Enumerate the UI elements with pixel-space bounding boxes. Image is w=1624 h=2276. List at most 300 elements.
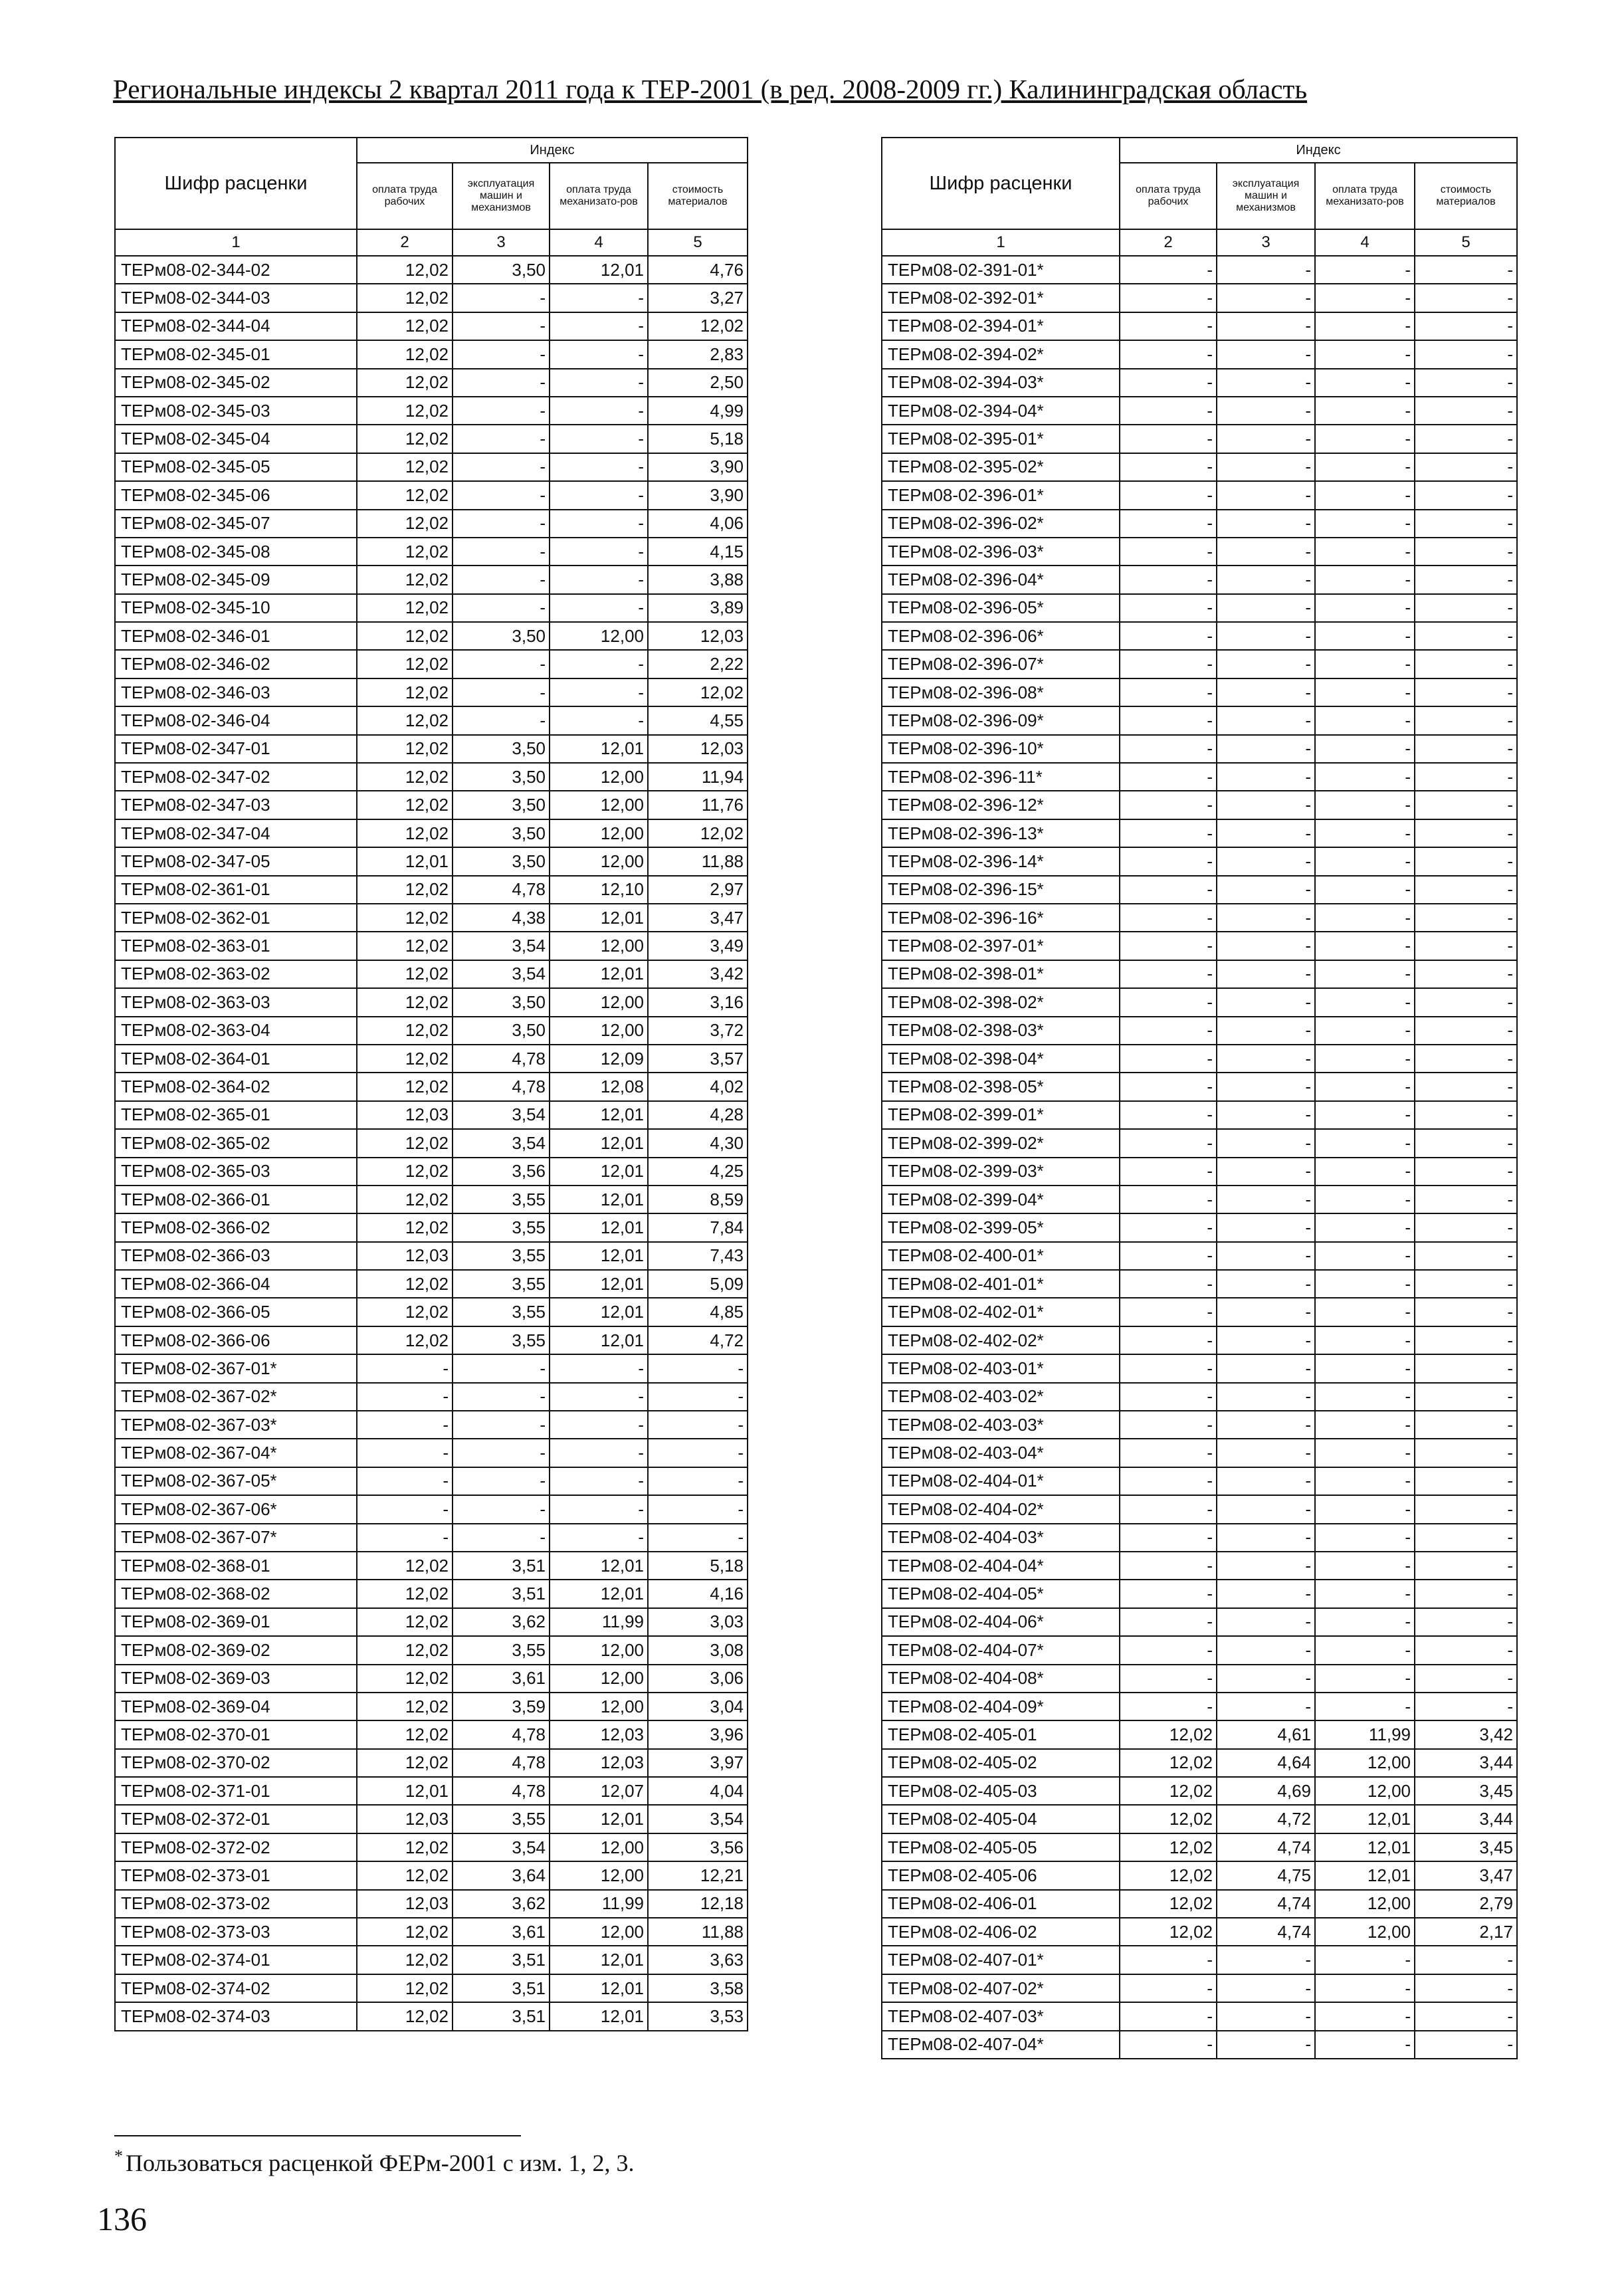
rate-code-cell: ТЕРм08-02-396-05* <box>882 594 1120 622</box>
table-row <box>115 2002 748 2030</box>
table-row <box>882 1890 1517 1918</box>
labor-cost-cell: - <box>1120 678 1217 706</box>
materials-cost-cell: 4,25 <box>648 1158 748 1186</box>
machine-operation-cell: 4,78 <box>453 1045 550 1073</box>
table-row <box>882 1777 1517 1805</box>
labor-cost-cell: - <box>1120 1495 1217 1523</box>
rate-code-cell: ТЕРм08-02-396-16* <box>882 904 1120 932</box>
table-row <box>115 1693 748 1720</box>
table-row <box>882 594 1517 622</box>
table-row <box>882 538 1517 566</box>
rate-code-cell: ТЕРм08-02-347-05 <box>115 847 357 875</box>
operator-labor-cell: 12,09 <box>550 1045 648 1073</box>
materials-cost-cell: 2,50 <box>648 369 748 397</box>
materials-cost-cell: - <box>1415 1101 1517 1129</box>
machine-operation-cell: - <box>1217 1383 1315 1411</box>
materials-cost-cell: - <box>648 1411 748 1439</box>
operator-labor-cell: - <box>1315 1467 1415 1495</box>
machine-operation-cell: 3,50 <box>453 819 550 847</box>
table-row <box>882 1270 1517 1298</box>
labor-cost-cell: 12,02 <box>357 763 453 791</box>
machine-operation-cell: - <box>1217 256 1315 284</box>
rate-code-cell: ТЕРм08-02-396-09* <box>882 706 1120 734</box>
materials-cost-cell: - <box>1415 1693 1517 1720</box>
machine-operation-cell: 4,78 <box>453 1749 550 1777</box>
rate-code-cell: ТЕРм08-02-347-01 <box>115 735 357 763</box>
rate-code-cell: ТЕРм08-02-367-05* <box>115 1467 357 1495</box>
machine-operation-cell: - <box>1217 2031 1315 2059</box>
table-row <box>115 1861 748 1889</box>
rate-code-cell: ТЕРм08-02-361-01 <box>115 876 357 904</box>
machine-operation-cell: - <box>1217 510 1315 538</box>
table-row <box>882 1017 1517 1045</box>
materials-cost-cell: 4,72 <box>648 1326 748 1354</box>
rate-code-cell: ТЕРм08-02-406-01 <box>882 1890 1120 1918</box>
materials-cost-cell: - <box>1415 369 1517 397</box>
labor-cost-cell: 12,02 <box>357 904 453 932</box>
rate-code-cell: ТЕРм08-02-345-03 <box>115 397 357 425</box>
materials-cost-cell: - <box>1415 1467 1517 1495</box>
rate-code-cell: ТЕРм08-02-345-02 <box>115 369 357 397</box>
header-col-number: 5 <box>1415 229 1517 256</box>
materials-cost-cell: 12,02 <box>648 678 748 706</box>
materials-cost-cell: - <box>1415 735 1517 763</box>
operator-labor-cell: - <box>1315 876 1415 904</box>
labor-cost-cell: - <box>1120 1665 1217 1693</box>
rate-code-cell: ТЕРм08-02-370-01 <box>115 1720 357 1748</box>
rate-code-cell: ТЕРм08-02-405-04 <box>882 1805 1120 1833</box>
labor-cost-cell: 12,02 <box>357 566 453 593</box>
operator-labor-cell: - <box>1315 1524 1415 1552</box>
operator-labor-cell: 12,01 <box>550 1974 648 2002</box>
header-col-number: 4 <box>1315 229 1415 256</box>
table-row <box>882 1101 1517 1129</box>
materials-cost-cell: 3,44 <box>1415 1805 1517 1833</box>
operator-labor-cell: - <box>550 678 648 706</box>
rate-code-cell: ТЕРм08-02-365-01 <box>115 1101 357 1129</box>
labor-cost-cell: 12,02 <box>357 650 453 678</box>
machine-operation-cell: - <box>1217 1411 1315 1439</box>
operator-labor-cell: 12,00 <box>1315 1749 1415 1777</box>
operator-labor-cell: - <box>550 1495 648 1523</box>
table-row <box>115 1918 748 1946</box>
operator-labor-cell: 12,00 <box>550 1017 648 1045</box>
header-operator-labor: оплата труда механизато-ров <box>1315 163 1415 229</box>
machine-operation-cell: - <box>1217 594 1315 622</box>
table-row <box>882 1749 1517 1777</box>
labor-cost-cell: - <box>1120 1213 1217 1241</box>
materials-cost-cell: - <box>1415 340 1517 368</box>
operator-labor-cell: 12,01 <box>1315 1805 1415 1833</box>
rate-code-cell: ТЕРм08-02-367-02* <box>115 1383 357 1411</box>
operator-labor-cell: - <box>550 1467 648 1495</box>
machine-operation-cell: - <box>1217 1608 1315 1636</box>
labor-cost-cell: - <box>1120 1354 1217 1382</box>
table-row <box>115 453 748 481</box>
machine-operation-cell: - <box>453 481 550 509</box>
labor-cost-cell: 12,03 <box>357 1890 453 1918</box>
operator-labor-cell: - <box>1315 397 1415 425</box>
machine-operation-cell: - <box>453 566 550 593</box>
rate-code-cell: ТЕРм08-02-347-03 <box>115 791 357 819</box>
machine-operation-cell: - <box>1217 1354 1315 1382</box>
machine-operation-cell: - <box>1217 904 1315 932</box>
operator-labor-cell: - <box>1315 622 1415 650</box>
machine-operation-cell: - <box>1217 1946 1315 1974</box>
materials-cost-cell: 2,97 <box>648 876 748 904</box>
header-materials-cost: стоимость материалов <box>648 163 748 229</box>
table-row <box>115 678 748 706</box>
labor-cost-cell: - <box>1120 932 1217 960</box>
table-row <box>115 1298 748 1326</box>
table-row <box>882 1805 1517 1833</box>
table-row <box>115 847 748 875</box>
materials-cost-cell: - <box>1415 2002 1517 2030</box>
labor-cost-cell: 12,02 <box>357 340 453 368</box>
machine-operation-cell: 3,59 <box>453 1693 550 1720</box>
machine-operation-cell: - <box>1217 425 1315 453</box>
rate-code-cell: ТЕРм08-02-344-02 <box>115 256 357 284</box>
machine-operation-cell: - <box>1217 1129 1315 1157</box>
machine-operation-cell: - <box>453 1439 550 1467</box>
machine-operation-cell: 4,38 <box>453 904 550 932</box>
table-row <box>882 1974 1517 2002</box>
materials-cost-cell: 3,16 <box>648 988 748 1016</box>
machine-operation-cell: - <box>453 284 550 312</box>
machine-operation-cell: 3,55 <box>453 1270 550 1298</box>
labor-cost-cell: - <box>1120 453 1217 481</box>
table-row <box>115 1665 748 1693</box>
operator-labor-cell: 12,00 <box>550 1665 648 1693</box>
operator-labor-cell: 12,01 <box>550 1270 648 1298</box>
machine-operation-cell: - <box>1217 819 1315 847</box>
materials-cost-cell: - <box>1415 1270 1517 1298</box>
machine-operation-cell: - <box>1217 1467 1315 1495</box>
materials-cost-cell: 4,76 <box>648 256 748 284</box>
operator-labor-cell: - <box>1315 1552 1415 1580</box>
machine-operation-cell: - <box>1217 763 1315 791</box>
operator-labor-cell: - <box>1315 1411 1415 1439</box>
materials-cost-cell: - <box>1415 1636 1517 1664</box>
operator-labor-cell: - <box>550 425 648 453</box>
rate-code-cell: ТЕРм08-02-369-03 <box>115 1665 357 1693</box>
labor-cost-cell: - <box>1120 340 1217 368</box>
labor-cost-cell: - <box>1120 650 1217 678</box>
table-row <box>115 312 748 340</box>
labor-cost-cell: 12,02 <box>1120 1890 1217 1918</box>
operator-labor-cell: - <box>1315 1017 1415 1045</box>
materials-cost-cell: 3,54 <box>648 1805 748 1833</box>
rate-code-cell: ТЕРм08-02-396-03* <box>882 538 1120 566</box>
rate-code-cell: ТЕРм08-02-345-07 <box>115 510 357 538</box>
operator-labor-cell: - <box>1315 1129 1415 1157</box>
machine-operation-cell: - <box>1217 453 1315 481</box>
rate-code-cell: ТЕРм08-02-367-04* <box>115 1439 357 1467</box>
labor-cost-cell: 12,02 <box>357 284 453 312</box>
materials-cost-cell: - <box>1415 791 1517 819</box>
materials-cost-cell: - <box>1415 1213 1517 1241</box>
labor-cost-cell: 12,02 <box>357 369 453 397</box>
labor-cost-cell: - <box>1120 2031 1217 2059</box>
materials-cost-cell: - <box>1415 481 1517 509</box>
table-row <box>882 1045 1517 1073</box>
footnote-mark: * <box>114 2146 123 2166</box>
operator-labor-cell: - <box>1315 1186 1415 1213</box>
labor-cost-cell: - <box>1120 312 1217 340</box>
rate-code-cell: ТЕРм08-02-366-03 <box>115 1242 357 1270</box>
table-row <box>882 1129 1517 1157</box>
machine-operation-cell: - <box>453 594 550 622</box>
rate-code-cell: ТЕРм08-02-366-02 <box>115 1213 357 1241</box>
rate-code-cell: ТЕРм08-02-405-06 <box>882 1861 1120 1889</box>
materials-cost-cell: 12,02 <box>648 312 748 340</box>
machine-operation-cell: - <box>1217 960 1315 988</box>
table-row <box>115 566 748 593</box>
materials-cost-cell: - <box>1415 2031 1517 2059</box>
machine-operation-cell: - <box>1217 1636 1315 1664</box>
labor-cost-cell: - <box>1120 1073 1217 1100</box>
labor-cost-cell: 12,02 <box>357 1636 453 1664</box>
operator-labor-cell: 12,01 <box>550 1186 648 1213</box>
labor-cost-cell: 12,02 <box>357 1861 453 1889</box>
materials-cost-cell: 3,44 <box>1415 1749 1517 1777</box>
operator-labor-cell: - <box>1315 763 1415 791</box>
table-row <box>882 932 1517 960</box>
table-row <box>882 988 1517 1016</box>
rate-code-cell: ТЕРм08-02-398-02* <box>882 988 1120 1016</box>
labor-cost-cell: - <box>1120 1411 1217 1439</box>
materials-cost-cell: - <box>1415 763 1517 791</box>
table-row <box>882 735 1517 763</box>
rate-code-cell: ТЕРм08-02-366-04 <box>115 1270 357 1298</box>
operator-labor-cell: - <box>1315 2002 1415 2030</box>
table-row <box>115 340 748 368</box>
machine-operation-cell: - <box>453 706 550 734</box>
machine-operation-cell: 3,51 <box>453 1580 550 1607</box>
rate-code-cell: ТЕРм08-02-404-05* <box>882 1580 1120 1607</box>
table-row <box>115 1213 748 1241</box>
materials-cost-cell: - <box>1415 960 1517 988</box>
materials-cost-cell: 4,06 <box>648 510 748 538</box>
machine-operation-cell: 3,50 <box>453 735 550 763</box>
labor-cost-cell: 12,02 <box>357 960 453 988</box>
rate-code-cell: ТЕРм08-02-399-02* <box>882 1129 1120 1157</box>
labor-cost-cell: 12,02 <box>357 876 453 904</box>
operator-labor-cell: - <box>550 1524 648 1552</box>
table-row <box>115 1749 748 1777</box>
materials-cost-cell: 11,88 <box>648 1918 748 1946</box>
materials-cost-cell: - <box>1415 256 1517 284</box>
operator-labor-cell: 12,01 <box>550 1298 648 1326</box>
rate-code-cell: ТЕРм08-02-374-01 <box>115 1946 357 1974</box>
header-col-number: 3 <box>1217 229 1315 256</box>
header-labor-cost: оплата труда рабочих <box>357 163 453 229</box>
operator-labor-cell: - <box>1315 453 1415 481</box>
materials-cost-cell: 5,18 <box>648 425 748 453</box>
materials-cost-cell: 3,47 <box>1415 1861 1517 1889</box>
labor-cost-cell: - <box>1120 1158 1217 1186</box>
machine-operation-cell: 3,54 <box>453 1833 550 1861</box>
operator-labor-cell: 11,99 <box>550 1608 648 1636</box>
machine-operation-cell: 3,50 <box>453 847 550 875</box>
materials-cost-cell: 3,72 <box>648 1017 748 1045</box>
operator-labor-cell: - <box>1315 1665 1415 1693</box>
materials-cost-cell: - <box>1415 1186 1517 1213</box>
labor-cost-cell: - <box>1120 1383 1217 1411</box>
rate-code-cell: ТЕРм08-02-406-02 <box>882 1918 1120 1946</box>
operator-labor-cell: - <box>550 1439 648 1467</box>
machine-operation-cell: 4,69 <box>1217 1777 1315 1805</box>
rate-code-cell: ТЕРм08-02-400-01* <box>882 1242 1120 1270</box>
materials-cost-cell: 2,83 <box>648 340 748 368</box>
machine-operation-cell: - <box>1217 1552 1315 1580</box>
operator-labor-cell: 12,01 <box>550 1158 648 1186</box>
operator-labor-cell: - <box>1315 1298 1415 1326</box>
rate-code-cell: ТЕРм08-02-369-04 <box>115 1693 357 1720</box>
machine-operation-cell: - <box>453 425 550 453</box>
rate-code-cell: ТЕРм08-02-373-02 <box>115 1890 357 1918</box>
labor-cost-cell: - <box>1120 369 1217 397</box>
operator-labor-cell: 11,99 <box>550 1890 648 1918</box>
table-row <box>115 1467 748 1495</box>
machine-operation-cell: - <box>1217 1580 1315 1607</box>
rate-code-cell: ТЕРм08-02-394-03* <box>882 369 1120 397</box>
machine-operation-cell: - <box>1217 706 1315 734</box>
table-row <box>115 1242 748 1270</box>
machine-operation-cell: - <box>1217 1439 1315 1467</box>
table-row <box>115 1411 748 1439</box>
rate-code-cell: ТЕРм08-02-404-08* <box>882 1665 1120 1693</box>
materials-cost-cell: 12,21 <box>648 1861 748 1889</box>
table-row <box>115 1354 748 1382</box>
machine-operation-cell: - <box>453 1383 550 1411</box>
machine-operation-cell: - <box>453 369 550 397</box>
machine-operation-cell: - <box>1217 481 1315 509</box>
machine-operation-cell: - <box>1217 369 1315 397</box>
operator-labor-cell: - <box>1315 1974 1415 2002</box>
rate-code-cell: ТЕРм08-02-396-02* <box>882 510 1120 538</box>
rate-code-cell: ТЕРм08-02-399-03* <box>882 1158 1120 1186</box>
machine-operation-cell: 4,72 <box>1217 1805 1315 1833</box>
operator-labor-cell: 12,01 <box>550 1213 648 1241</box>
table-row <box>882 763 1517 791</box>
materials-cost-cell: - <box>1415 650 1517 678</box>
header-labor-cost: оплата труда рабочих <box>1120 163 1217 229</box>
operator-labor-cell: 12,01 <box>550 1552 648 1580</box>
materials-cost-cell: - <box>648 1354 748 1382</box>
operator-labor-cell: 12,00 <box>550 622 648 650</box>
labor-cost-cell: 12,02 <box>357 594 453 622</box>
labor-cost-cell: - <box>1120 904 1217 932</box>
operator-labor-cell: - <box>1315 1580 1415 1607</box>
operator-labor-cell: - <box>550 706 648 734</box>
operator-labor-cell: 12,00 <box>550 819 648 847</box>
labor-cost-cell: - <box>1120 1636 1217 1664</box>
labor-cost-cell: 12,02 <box>357 1552 453 1580</box>
labor-cost-cell: - <box>1120 735 1217 763</box>
materials-cost-cell: - <box>1415 1017 1517 1045</box>
table-row <box>115 1101 748 1129</box>
table-row <box>115 1580 748 1607</box>
machine-operation-cell: - <box>1217 1186 1315 1213</box>
materials-cost-cell: - <box>1415 566 1517 593</box>
operator-labor-cell: - <box>1315 791 1415 819</box>
rate-code-cell: ТЕРм08-02-396-08* <box>882 678 1120 706</box>
labor-cost-cell: 12,02 <box>357 1749 453 1777</box>
rate-code-cell: ТЕРм08-02-372-02 <box>115 1833 357 1861</box>
labor-cost-cell: - <box>1120 1326 1217 1354</box>
table-row <box>115 960 748 988</box>
operator-labor-cell: - <box>1315 1383 1415 1411</box>
machine-operation-cell: 4,78 <box>453 876 550 904</box>
table-row <box>115 1186 748 1213</box>
operator-labor-cell: - <box>550 453 648 481</box>
operator-labor-cell: 12,00 <box>550 791 648 819</box>
materials-cost-cell: - <box>1415 1946 1517 1974</box>
machine-operation-cell: - <box>453 453 550 481</box>
table-row <box>882 1383 1517 1411</box>
machine-operation-cell: - <box>1217 1045 1315 1073</box>
operator-labor-cell: 12,00 <box>550 847 648 875</box>
operator-labor-cell: - <box>550 594 648 622</box>
labor-cost-cell: 12,02 <box>357 397 453 425</box>
table-row <box>882 847 1517 875</box>
labor-cost-cell: 12,02 <box>357 425 453 453</box>
table-row <box>115 988 748 1016</box>
table-row <box>115 1383 748 1411</box>
machine-operation-cell: 3,61 <box>453 1665 550 1693</box>
materials-cost-cell: 2,79 <box>1415 1890 1517 1918</box>
rate-code-cell: ТЕРм08-02-402-01* <box>882 1298 1120 1326</box>
operator-labor-cell: - <box>1315 594 1415 622</box>
rate-code-cell: ТЕРм08-02-405-03 <box>882 1777 1120 1805</box>
table-row <box>882 1411 1517 1439</box>
materials-cost-cell: 3,03 <box>648 1608 748 1636</box>
machine-operation-cell: 4,78 <box>453 1777 550 1805</box>
operator-labor-cell: - <box>1315 650 1415 678</box>
operator-labor-cell: 12,01 <box>1315 1861 1415 1889</box>
labor-cost-cell: - <box>1120 594 1217 622</box>
operator-labor-cell: - <box>1315 481 1415 509</box>
rate-code-cell: ТЕРм08-02-374-03 <box>115 2002 357 2030</box>
rate-code-cell: ТЕРм08-02-396-14* <box>882 847 1120 875</box>
materials-cost-cell: 4,02 <box>648 1073 748 1100</box>
rates-table-left <box>114 137 748 2031</box>
machine-operation-cell: - <box>1217 312 1315 340</box>
rate-code-cell: ТЕРм08-02-346-02 <box>115 650 357 678</box>
rate-code-cell: ТЕРм08-02-345-09 <box>115 566 357 593</box>
operator-labor-cell: - <box>1315 1636 1415 1664</box>
operator-labor-cell: - <box>1315 706 1415 734</box>
materials-cost-cell: - <box>1415 1552 1517 1580</box>
machine-operation-cell: - <box>1217 650 1315 678</box>
rate-code-cell: ТЕРм08-02-404-02* <box>882 1495 1120 1523</box>
labor-cost-cell: 12,02 <box>357 1608 453 1636</box>
rate-code-cell: ТЕРм08-02-396-01* <box>882 481 1120 509</box>
materials-cost-cell: 4,16 <box>648 1580 748 1607</box>
machine-operation-cell: - <box>1217 932 1315 960</box>
labor-cost-cell: - <box>1120 1580 1217 1607</box>
materials-cost-cell: 7,43 <box>648 1242 748 1270</box>
machine-operation-cell: 3,51 <box>453 1552 550 1580</box>
machine-operation-cell: 3,51 <box>453 1974 550 2002</box>
materials-cost-cell: - <box>1415 678 1517 706</box>
table-row <box>115 735 748 763</box>
operator-labor-cell: - <box>1315 960 1415 988</box>
table-row <box>882 340 1517 368</box>
rate-code-cell: ТЕРм08-02-364-02 <box>115 1073 357 1100</box>
table-row <box>882 1665 1517 1693</box>
